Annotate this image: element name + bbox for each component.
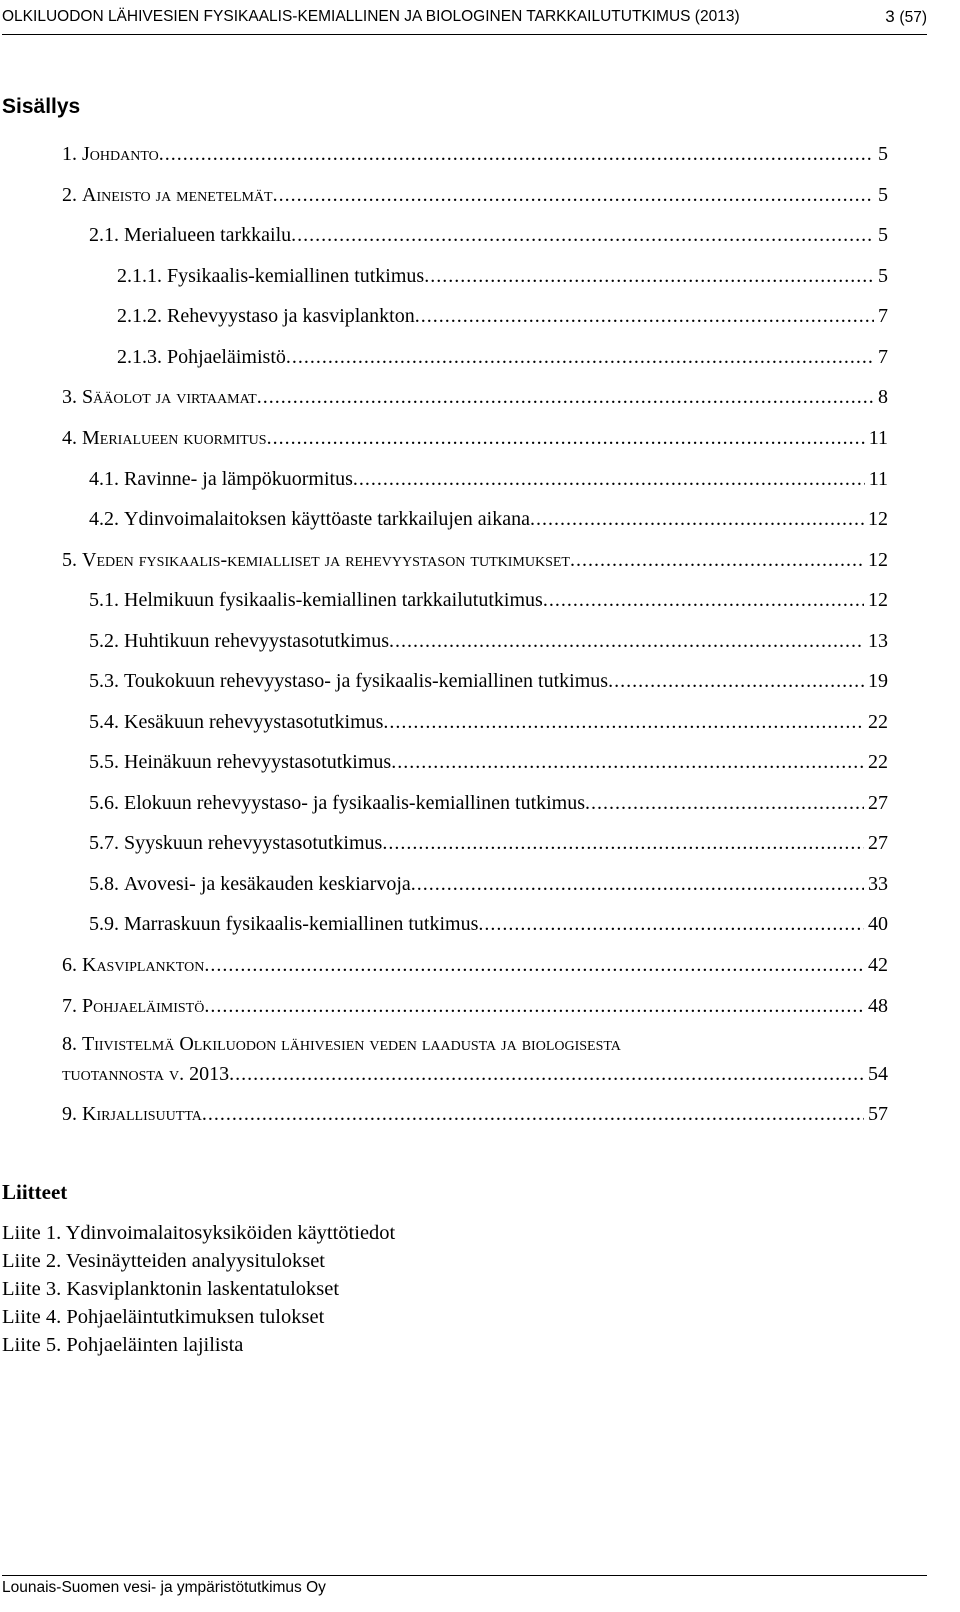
toc-entry-page: 5 [878, 184, 888, 206]
toc-entry[interactable] [0, 749, 960, 775]
toc-entry[interactable] [0, 911, 960, 937]
toc-entry[interactable] [0, 1061, 960, 1087]
toc-entry[interactable] [0, 952, 960, 978]
toc-entry-page: 22 [868, 711, 888, 733]
page-number: 3 (57) [885, 7, 927, 26]
toc-entry-page: 57 [868, 1103, 888, 1125]
toc-entry-page: 13 [868, 630, 888, 652]
appendix-item: Liite 4. Pohjaeläintutkimuksen tulokset [2, 1306, 325, 1328]
toc-entry-page: 22 [868, 751, 888, 773]
toc-entry-title: Huhtikuun rehevyystasotutkimus [124, 630, 389, 652]
toc-entry-number: 5.8. [89, 873, 119, 895]
toc-entry-page: 12 [868, 549, 888, 571]
toc-entry-title: Merialueen kuormitus [82, 427, 267, 449]
toc-entry-number: 6. [62, 954, 77, 976]
dot-leader [389, 628, 864, 654]
toc-entry-page: 40 [868, 913, 888, 935]
toc-entry-title: Veden fysikaalis-kemialliset ja rehevyystason tutkimukset [82, 549, 570, 571]
toc-entry-page: 5 [878, 265, 888, 287]
toc-entry-number: 5.4. [89, 711, 119, 733]
toc-entry-title: Helmikuun fysikaalis-kemiallinen tarkkailututkimus [124, 589, 543, 611]
toc-entry-title: Rehevyystaso ja kasviplankton [167, 305, 415, 327]
toc-entry-page: 48 [868, 995, 888, 1017]
toc-entry[interactable] [0, 466, 960, 492]
toc-entry[interactable] [0, 1101, 960, 1127]
toc-entry-title: Kasviplankton [82, 954, 205, 976]
dot-leader [273, 182, 874, 208]
toc-entry[interactable] [0, 871, 960, 897]
toc-entry-number: 5.1. [89, 589, 119, 611]
toc-entry[interactable] [0, 141, 960, 167]
toc-entry-title: Toukokuun rehevyystaso- ja fysikaalis-kemiallinen tutkimus [124, 670, 609, 692]
toc-entry[interactable] [0, 587, 960, 613]
toc-entry-page: 33 [868, 873, 888, 895]
toc-entry[interactable] [0, 993, 960, 1019]
dot-leader [267, 425, 865, 451]
toc-entry-number: 5.3. [89, 670, 119, 692]
dot-leader [424, 263, 874, 289]
toc-entry-page: 7 [878, 305, 888, 327]
dot-leader [382, 830, 864, 856]
dot-leader [543, 587, 864, 613]
toc-entry[interactable] [0, 222, 960, 248]
toc-entry-title: Ravinne- ja lämpökuormitus [124, 468, 353, 490]
dot-leader [229, 1061, 864, 1087]
toc-entry[interactable] [0, 790, 960, 816]
toc-heading: Sisällys [2, 95, 81, 118]
toc-entry-page: 12 [868, 508, 888, 530]
toc-entry[interactable] [0, 1031, 960, 1057]
toc-entry-number: 7. [62, 995, 77, 1017]
dot-leader [202, 1101, 864, 1127]
toc-entry-number: 8. [62, 1033, 77, 1055]
toc-entry-number: 4. [62, 427, 77, 449]
dot-leader [204, 993, 864, 1019]
toc-entry-title: Pohjaeläimistö [82, 995, 205, 1017]
toc-entry[interactable] [0, 628, 960, 654]
toc-entry-title: Kesäkuun rehevyystasotutkimus [124, 711, 384, 733]
toc-entry-title: Avovesi- ja kesäkauden keskiarvoja [124, 873, 411, 895]
toc-entry-title: Ydinvoimalaitoksen käyttöaste tarkkailujen aikana [124, 508, 530, 530]
toc-entry[interactable] [0, 547, 960, 573]
dot-leader [530, 506, 864, 532]
toc-entry-title: Merialueen tarkkailu [124, 224, 292, 246]
toc-entry[interactable] [0, 344, 960, 370]
dot-leader [286, 344, 874, 370]
toc-entry-number: 2.1.3. [117, 346, 162, 368]
company-name: Lounais-Suomen vesi- ja ympäristötutkimus Oy [2, 1579, 326, 1596]
toc-entry-page: 5 [878, 224, 888, 246]
toc-entry-number: 9. [62, 1103, 77, 1125]
toc-entry-title: Pohjaeläimistö [167, 346, 286, 368]
dot-leader [159, 141, 874, 167]
toc-entry-title: Kirjallisuutta [82, 1103, 202, 1125]
toc-entry[interactable] [0, 303, 960, 329]
dot-leader [608, 668, 864, 694]
appendix-item: Liite 1. Ydinvoimalaitosyksiköiden käyttötiedot [2, 1222, 396, 1244]
toc-entry-title: Johdanto [82, 143, 159, 165]
toc-entry-page: 19 [868, 670, 888, 692]
dot-leader [570, 547, 864, 573]
toc-entry-number: 2.1.1. [117, 265, 162, 287]
dot-leader [415, 303, 874, 329]
toc-entry-title: Elokuun rehevyystaso- ja fysikaalis-kemiallinen tutkimus [124, 792, 586, 814]
dot-leader [291, 222, 874, 248]
toc-entry-number: 1. [62, 143, 77, 165]
toc-entry-number: 5.7. [89, 832, 119, 854]
toc-entry[interactable] [0, 506, 960, 532]
appendices-heading: Liitteet [2, 1180, 68, 1204]
toc-entry[interactable] [0, 830, 960, 856]
toc-entry-page: 11 [868, 468, 888, 490]
appendix-item: Liite 2. Vesinäytteiden analyysitulokset [2, 1250, 326, 1272]
dot-leader [204, 952, 864, 978]
toc-entry[interactable] [0, 182, 960, 208]
toc-entry[interactable] [0, 425, 960, 451]
toc-entry-title: Tiivistelmä Olkiluodon lähivesien veden laadusta ja biologisesta [82, 1033, 621, 1055]
toc-entry-page: 27 [868, 792, 888, 814]
toc-entry-number: 5.2. [89, 630, 119, 652]
page-footer [2, 1575, 927, 1597]
toc-entry-page: 5 [878, 143, 888, 165]
dot-leader [257, 384, 874, 410]
dot-leader [585, 790, 864, 816]
toc-entry-title: Aineisto ja menetelmät [82, 184, 273, 206]
report-title: OLKILUODON LÄHIVESIEN FYSIKAALIS-KEMIALLINEN JA BIOLOGINEN TARKKAILUTUTKIMUS (2013) [2, 8, 740, 25]
toc-entry-page: 8 [878, 386, 888, 408]
toc-entry-page: 42 [868, 954, 888, 976]
toc-entry-number: 5.9. [89, 913, 119, 935]
toc-entry-number: 4.1. [89, 468, 119, 490]
appendix-item: Liite 3. Kasviplanktonin laskentatulokset [2, 1278, 340, 1300]
toc-entry-title: Fysikaalis-kemiallinen tutkimus [167, 265, 425, 287]
toc-entry-page: 11 [868, 427, 888, 449]
toc-entry-page: 27 [868, 832, 888, 854]
toc-entry-page: 54 [868, 1063, 888, 1085]
toc-entry-number: 3. [62, 386, 77, 408]
toc-entry-title: Sääolot ja virtaamat [82, 386, 257, 408]
page-header [2, 4, 927, 35]
dot-leader [383, 709, 864, 735]
toc-entry[interactable] [0, 668, 960, 694]
toc-entry-number: 2.1.2. [117, 305, 162, 327]
toc-entry-page: 7 [878, 346, 888, 368]
dot-leader [478, 911, 864, 937]
toc-entry-number: 2.1. [89, 224, 119, 246]
toc-entry-number: 5.6. [89, 792, 119, 814]
toc-entry-title: Heinäkuun rehevyystasotutkimus [124, 751, 392, 773]
toc-entry-number: 2. [62, 184, 77, 206]
appendix-item: Liite 5. Pohjaeläinten lajilista [2, 1334, 244, 1356]
toc-entry-number: 5. [62, 549, 77, 571]
toc-entry-title: Marraskuun fysikaalis-kemiallinen tutkimus [124, 913, 479, 935]
toc-entry[interactable] [0, 263, 960, 289]
toc-entry-number: 5.5. [89, 751, 119, 773]
toc-entry-title: Syyskuun rehevyystasotutkimus [124, 832, 383, 854]
dot-leader [391, 749, 864, 775]
toc-entry[interactable] [0, 384, 960, 410]
toc-entry[interactable] [0, 709, 960, 735]
toc-entry-number: 4.2. [89, 508, 119, 530]
toc-entry-page: 12 [868, 589, 888, 611]
dot-leader [353, 466, 865, 492]
toc-entry-title: tuotannosta v. 2013 [62, 1063, 230, 1085]
dot-leader [411, 871, 864, 897]
